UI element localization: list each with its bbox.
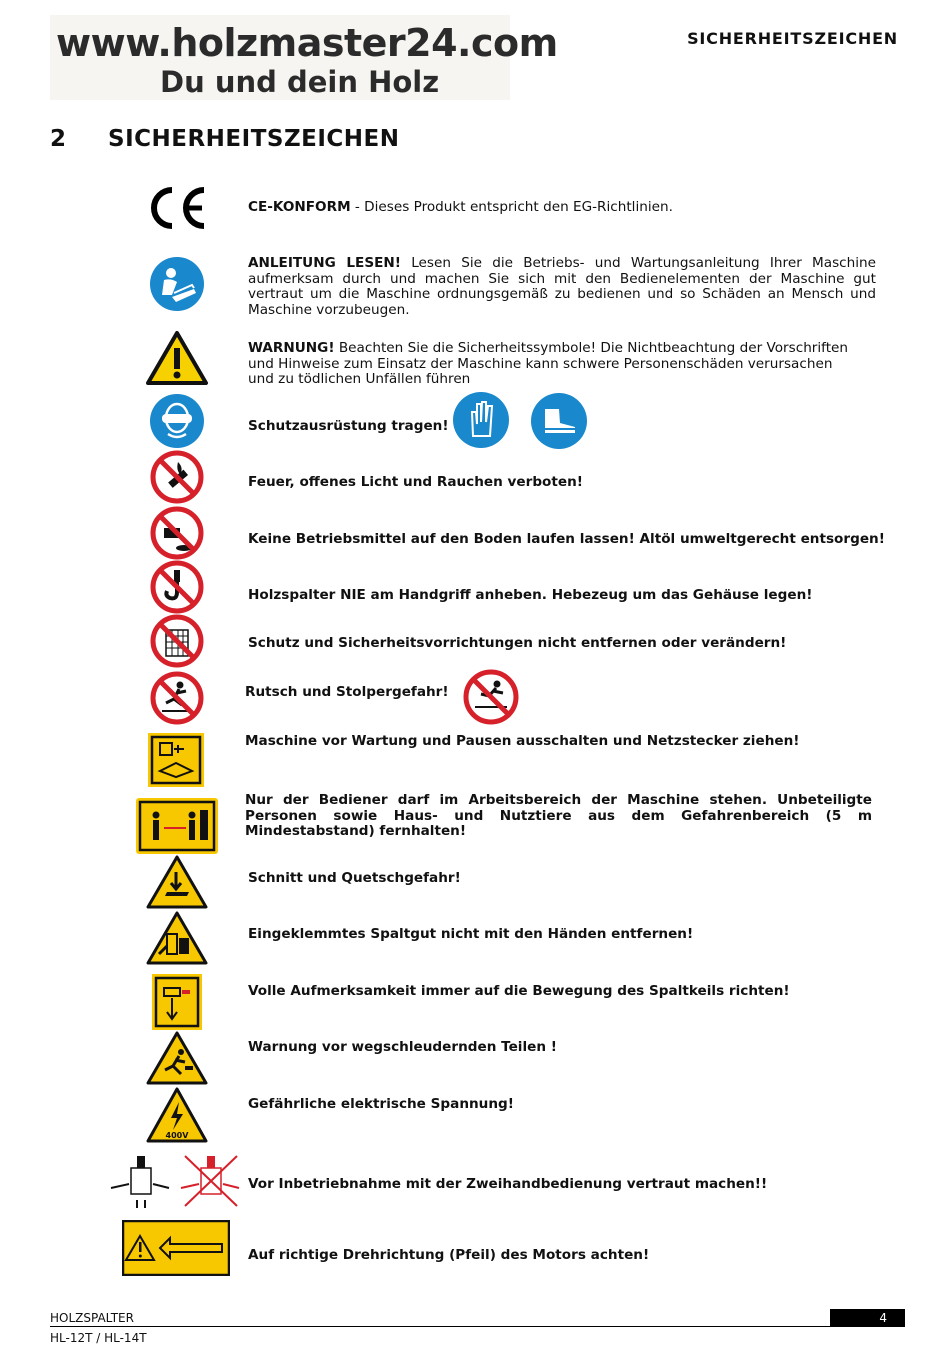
keep-distance-icon [136, 798, 218, 854]
rotation-direction-icon [122, 1220, 230, 1276]
header-title: SICHERHEITSZEICHEN [687, 29, 898, 48]
item-slip-text: Rutsch und Stolpergefahr! [245, 684, 449, 700]
item-warning-text: WARNUNG! Beachten Sie die Sicherheitssymbole! Die Nichtbeachtung der Vorschriften und Hinweise zum Einsatz der Maschine kann schwere Personenschäden verursachen und zu tödlichen Unfällen führen [248, 340, 849, 387]
no-remove-guard-icon [150, 614, 204, 668]
item-twohand-text: Vor Inbetriebnahme mit der Zweihandbedienung vertraut machen!! [248, 1176, 768, 1192]
no-spill-icon [150, 506, 204, 560]
item-voltage-text: Gefährliche elektrische Spannung! [248, 1096, 514, 1112]
jammed-wood-icon [145, 910, 209, 966]
read-manual-icon [150, 257, 204, 311]
item-distance-text: Nur der Bediener darf im Arbeitsbereich der Maschine stehen. Unbeteiligte Personen sowie Haus- und Nutztiere aus dem Gefahrenbereich (5 m Mindestabstand) fernhalten! [245, 792, 872, 839]
warning-icon [145, 330, 209, 386]
item-hook-text: Holzspalter NIE am Handgriff anheben. Hebezeug um das Gehäuse legen! [248, 587, 813, 603]
ce-mark-icon [146, 186, 208, 230]
logo-tagline: Du und dein Holz [160, 65, 440, 99]
footer-models: HL-12T / HL-14T [50, 1331, 147, 1345]
item-cut-text: Schnitt und Quetschgefahr! [248, 870, 461, 886]
item-ce-text: CE-KONFORM - Dieses Produkt entspricht den EG-Richtlinien. [248, 199, 673, 215]
item-rotation-text: Auf richtige Drehrichtung (Pfeil) des Motors achten! [248, 1247, 650, 1263]
item-jammed-text: Eingeklemmtes Spaltgut nicht mit den Händen entfernen! [248, 926, 694, 942]
logo-url: www.holzmaster24.com [56, 21, 558, 65]
footer-product: HOLZSPALTER [50, 1311, 134, 1325]
no-fire-icon [150, 450, 204, 504]
item-flying-text: Warnung vor wegschleudernden Teilen ! [248, 1039, 557, 1055]
unplug-icon [148, 733, 204, 787]
item-unplug-text: Maschine vor Wartung und Pausen ausschalten und Netzstecker ziehen! [245, 733, 800, 749]
item-guard-text: Schutz und Sicherheitsvorrichtungen nicht entfernen oder verändern! [248, 635, 787, 651]
brand-logo [50, 15, 558, 100]
item-wedge-text: Volle Aufmerksamkeit immer auf die Bewegung des Spaltkeils richten! [248, 983, 790, 999]
flying-parts-icon [145, 1030, 209, 1086]
footer-divider [50, 1326, 905, 1327]
item-fire-text: Feuer, offenes Licht und Rauchen verboten! [248, 474, 583, 490]
no-slip-icon [150, 671, 204, 725]
two-hand-operation-icon [107, 1152, 243, 1210]
page-number: 4 [830, 1309, 905, 1327]
gloves-icon [453, 392, 509, 448]
section-number: 2 [50, 126, 67, 152]
no-trip-icon [463, 669, 519, 725]
voltage-label: 400V [165, 1131, 189, 1140]
item-manual-text: ANLEITUNG LESEN! Lesen Sie die Betriebs- und Wartungsanleitung Ihrer Maschine aufmerksam durch und machen Sie sich mit den Bedienelementen der Maschine gut vertraut um die Maschine ordnungsgemäß zu bedienen und so Schäden an Mensch und Maschine vorzubeugen. [248, 255, 876, 318]
section-title: SICHERHEITSZEICHEN [108, 126, 400, 152]
high-voltage-icon [145, 1086, 209, 1144]
wedge-movement-icon [152, 974, 202, 1030]
safety-boots-icon [531, 393, 587, 449]
item-spill-text: Keine Betriebsmittel auf den Boden laufen lassen! Altöl umweltgerecht entsorgen! [248, 531, 885, 547]
goggles-icon [150, 394, 204, 448]
cut-crush-icon [145, 854, 209, 910]
item-gear-text: Schutzausrüstung tragen! [248, 418, 449, 434]
no-lift-hook-icon [150, 560, 204, 614]
